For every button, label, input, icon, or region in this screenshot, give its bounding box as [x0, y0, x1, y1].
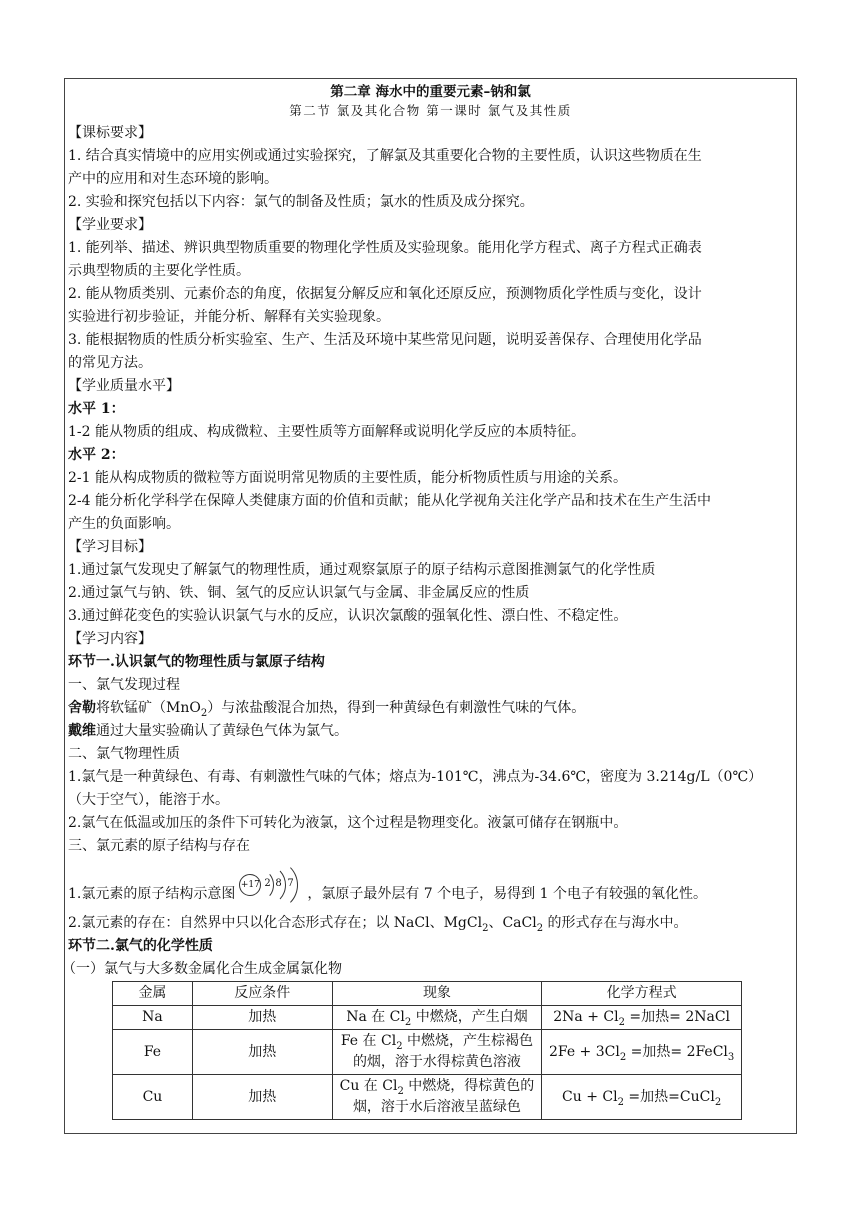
shell-1-electrons: 2: [264, 878, 271, 889]
row-phenomenon: Na 在 $Cl_2$ 中燃烧，产生白烟: [332, 1006, 542, 1030]
header-condition: 反应条件: [192, 982, 332, 1006]
chapter-title: 第二章 海水中的重要元素–钠和氯: [330, 84, 531, 100]
row-phenomenon: Cu 在 $Cl_2$ 中燃烧，得棕黄色的 烟，溶于水后溶液呈蓝绿色: [332, 1075, 542, 1120]
row-equation: $Cu + Cl_2$ =加热=CuCl$_2$: [542, 1075, 742, 1120]
physical-prop-1a: 1.氯气是一种黄绿色、有毒、有刺激性气味的气体；熔点为-101℃，沸点为-34.6℃，密度为 3.214g/L（0℃）: [68, 769, 763, 785]
curriculum-item-1b: 产中的应用和对生态环境的影响。: [68, 171, 278, 187]
table-row: [113, 1030, 742, 1075]
row-condition: 加热: [192, 1030, 332, 1075]
content-heading: 【学习内容】: [68, 631, 152, 647]
table-row: [113, 1006, 742, 1030]
davy-line: 戴维通过大量实验确认了黄绿色气体为氯气。: [68, 723, 348, 739]
chlorine-existence-line: 2.氯元素的存在：自然界中只以化合态形式存在；以 NaCl、MgCl$_2$、CaCl$_2$ 的形式存在与海水中。: [68, 915, 688, 934]
document-body: [62, 82, 793, 1120]
metal-reaction-table: [112, 981, 742, 1120]
atomic-structure-title: 三、氯元素的原子结构与存在: [68, 838, 250, 854]
physical-prop-1b: （大于空气），能溶于水。: [68, 792, 229, 808]
row-phenomenon: Fe 在 $Cl_2$ 中燃烧，产生棕褐色 的烟，溶于水得棕黄色溶液: [332, 1030, 542, 1075]
shell-2-electrons: 8: [275, 878, 282, 889]
chlorine-atom-diagram: [235, 862, 307, 906]
goals-item-1: 1.通过氯气发现史了解氯气的物理性质，通过观察氯原子的原子结构示意图推测氯气的化学性质: [68, 562, 656, 578]
quality-level-2-item-2a: 2-4 能分析化学科学在保障人类健康方面的价值和贡献；能从化学视角关注化学产品和技术在生产生活中: [68, 493, 711, 509]
row-condition: 加热: [192, 1006, 332, 1030]
curriculum-item-1a: 1. 结合真实情境中的应用实例或通过实验探究，了解氯及其重要化合物的主要性质，认识这些物质在生: [68, 148, 702, 164]
goals-heading: 【学习目标】: [68, 539, 152, 555]
table-row: [113, 1075, 742, 1120]
quality-heading: 【学业质量水平】: [68, 378, 180, 394]
requirements-item-2b: 实验进行初步验证，并能分析、解释有关实验现象。: [68, 309, 390, 325]
part-2-title: 环节二.氯气的化学性质: [68, 938, 213, 954]
row-equation: $2Na + Cl_2$ =加热= 2NaCl: [542, 1006, 742, 1030]
requirements-item-1a: 1. 能列举、描述、辨识典型物质重要的物理化学性质及实验现象。能用化学方程式、离子方程式正确表: [68, 240, 702, 256]
atomic-structure-line: 1.氯元素的原子结构示意图 +17 2 8 7 ，氯原子最外层有 7 个电子，易得到 1 个电子有较强的氧化性。: [68, 858, 793, 912]
atom-nucleus: +17: [239, 874, 261, 896]
row-equation: $2Fe + 3Cl_2$ =加热= 2FeCl$_3$: [542, 1030, 742, 1075]
metal-reaction-title: （一）氯气与大多数金属化合生成金属氯化物: [62, 961, 342, 977]
physical-prop-2: 2.氯气在低温或加压的条件下可转化为液氯，这个过程是物理变化。液氯可储存在钢瓶中。: [68, 815, 628, 831]
requirements-heading: 【学业要求】: [68, 217, 152, 233]
goals-item-2: 2.通过氯气与钠、铁、铜、氢气的反应认识氯气与金属、非金属反应的性质: [68, 585, 530, 601]
header-metal: 金属: [113, 982, 193, 1006]
discovery-title: 一、氯气发现过程: [68, 677, 180, 693]
requirements-item-2a: 2. 能从物质类别、元素价态的角度，依据复分解反应和氧化还原反应，预测物质化学性质与变化，设计: [68, 286, 702, 302]
header-phenomenon: 现象: [332, 982, 542, 1006]
quality-level-2-item-1: 2-1 能从构成物质的微粒等方面说明常见物质的主要性质，能分析物质性质与用途的关系。: [68, 470, 627, 486]
quality-level-2-item-2b: 产生的负面影响。: [68, 516, 180, 532]
physical-props-title: 二、氯气物理性质: [68, 746, 180, 762]
row-metal: Fe: [113, 1030, 193, 1075]
requirements-item-3b: 的常见方法。: [68, 355, 152, 371]
curriculum-heading: 【课标要求】: [68, 125, 152, 141]
requirements-item-3a: 3. 能根据物质的性质分析实验室、生产、生活及环境中某些常见问题，说明妥善保存、合理使用化学品: [68, 332, 702, 348]
section-title: 第二节 氯及其化合物 第一课时 氯气及其性质: [289, 103, 572, 118]
scheele-line: 舍勒将软锰矿（MnO$_2$）与浓盐酸混合加热，得到一种黄绿色有刺激性气味的气体。: [68, 700, 586, 719]
goals-item-3: 3.通过鲜花变色的实验认识氯气与水的反应，认识次氯酸的强氧化性、漂白性、不稳定性。: [68, 608, 628, 624]
row-metal: Cu: [113, 1075, 193, 1120]
quality-level-1-label: 水平 1：: [68, 401, 125, 417]
quality-level-2-label: 水平 2：: [68, 447, 125, 463]
shell-3-electrons: 7: [287, 878, 294, 889]
requirements-item-1b: 示典型物质的主要化学性质。: [68, 263, 250, 279]
scheele-name: 舍勒: [68, 700, 96, 716]
part-1-title: 环节一.认识氯气的物理性质与氯原子结构: [68, 654, 325, 670]
quality-level-1-item: 1-2 能从物质的组成、构成微粒、主要性质等方面解释或说明化学反应的本质特征。: [68, 424, 585, 440]
curriculum-item-2: 2. 实验和探究包括以下内容：氯气的制备及性质；氯水的性质及成分探究。: [68, 194, 534, 210]
row-metal: Na: [113, 1006, 193, 1030]
row-condition: 加热: [192, 1075, 332, 1120]
davy-name: 戴维: [68, 723, 96, 739]
header-equation: 化学方程式: [542, 982, 742, 1006]
table-header-row: [113, 982, 742, 1006]
